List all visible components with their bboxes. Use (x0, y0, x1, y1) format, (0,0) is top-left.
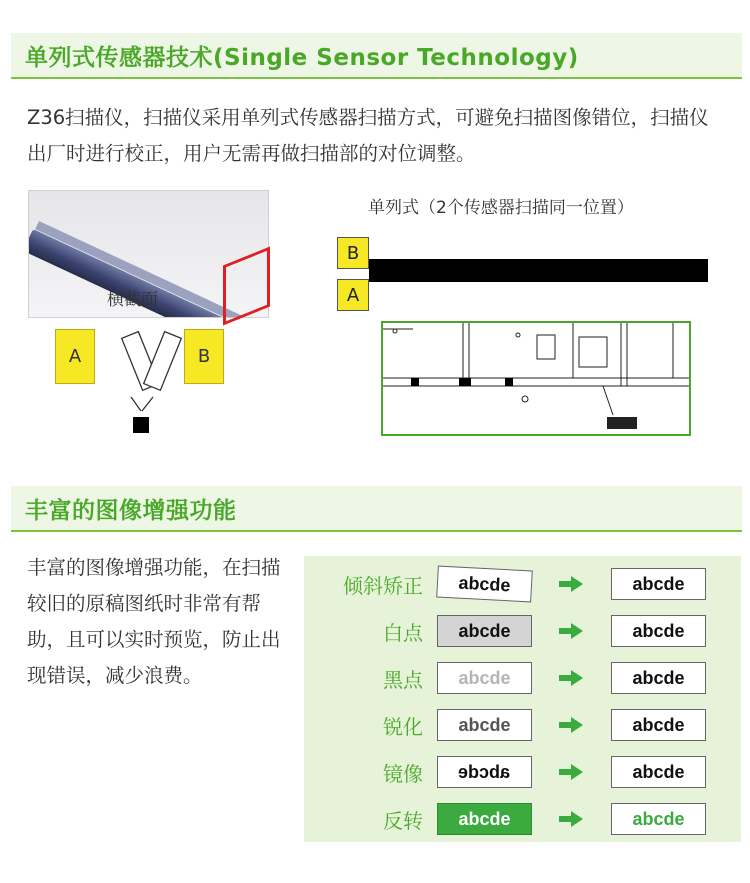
enhance-row-invert (304, 801, 741, 837)
arrow-right-icon (559, 717, 583, 733)
sensor-b-cell: B (337, 237, 369, 269)
enhance-row-sharpen (304, 707, 741, 743)
enhance-row-black-spot (304, 660, 741, 696)
after-sample: abcde (611, 662, 706, 694)
arrow-right-icon (559, 576, 583, 592)
row-label: 反转 (383, 809, 423, 833)
arrow-right-icon (559, 670, 583, 686)
section-title-single-sensor: 单列式传感器技术(Single Sensor Technology) (11, 33, 742, 79)
target-point (133, 417, 149, 433)
arrow-right-icon (559, 811, 583, 827)
sensor-b-box: B (184, 329, 224, 384)
arrow-right-icon (559, 764, 583, 780)
section-title-image-enhancement: 丰富的图像增强功能 (11, 486, 742, 532)
row-label: 镜像 (383, 762, 423, 786)
enhancement-description: 丰富的图像增强功能，在扫描较旧的原稿图纸时非常有帮助，且可以实时预览，防止出现错误，减少浪费。 (27, 556, 281, 687)
after-sample: abcde (611, 615, 706, 647)
sensor-a-cell: A (337, 279, 369, 311)
enhance-row-deskew (304, 566, 741, 602)
row-label: 倾斜矫正 (343, 574, 423, 598)
row-label: 黑点 (383, 668, 423, 692)
focus-arrow-icon (131, 397, 153, 411)
before-sample: abcde (437, 709, 532, 741)
row-label: 锐化 (383, 715, 423, 739)
after-sample: abcde (611, 709, 706, 741)
before-sample: abcde (437, 615, 532, 647)
scan-line-bar (369, 259, 708, 282)
enhancement-examples-panel (304, 556, 741, 842)
intro-paragraph: Z36扫描仪，扫描仪采用单列式传感器扫描方式，可避免扫描图像错位，扫描仪出厂时进行校正，用户无需再做扫描部的对位调整。 (27, 106, 709, 165)
enhance-row-white-spot (304, 613, 741, 649)
after-sample: abcde (611, 803, 706, 835)
enhance-row-mirror (304, 754, 741, 790)
single-row-caption: 单列式（2个传感器扫描同一位置） (368, 198, 634, 218)
floorplan-scan-sample (381, 321, 691, 436)
after-sample: abcde (611, 568, 706, 600)
row-label: 白点 (383, 621, 423, 645)
sensor-a-box: A (55, 329, 95, 384)
before-sample: abcde (436, 566, 533, 603)
floorplan-drawing (383, 323, 689, 434)
before-sample: abcde (437, 803, 532, 835)
before-sample: abcde (437, 756, 532, 788)
arrow-right-icon (559, 623, 583, 639)
after-sample: abcde (611, 756, 706, 788)
sensor-angle-diagram (95, 325, 195, 440)
before-sample: abcde (437, 662, 532, 694)
cross-section-label: 横截面 (107, 290, 158, 310)
